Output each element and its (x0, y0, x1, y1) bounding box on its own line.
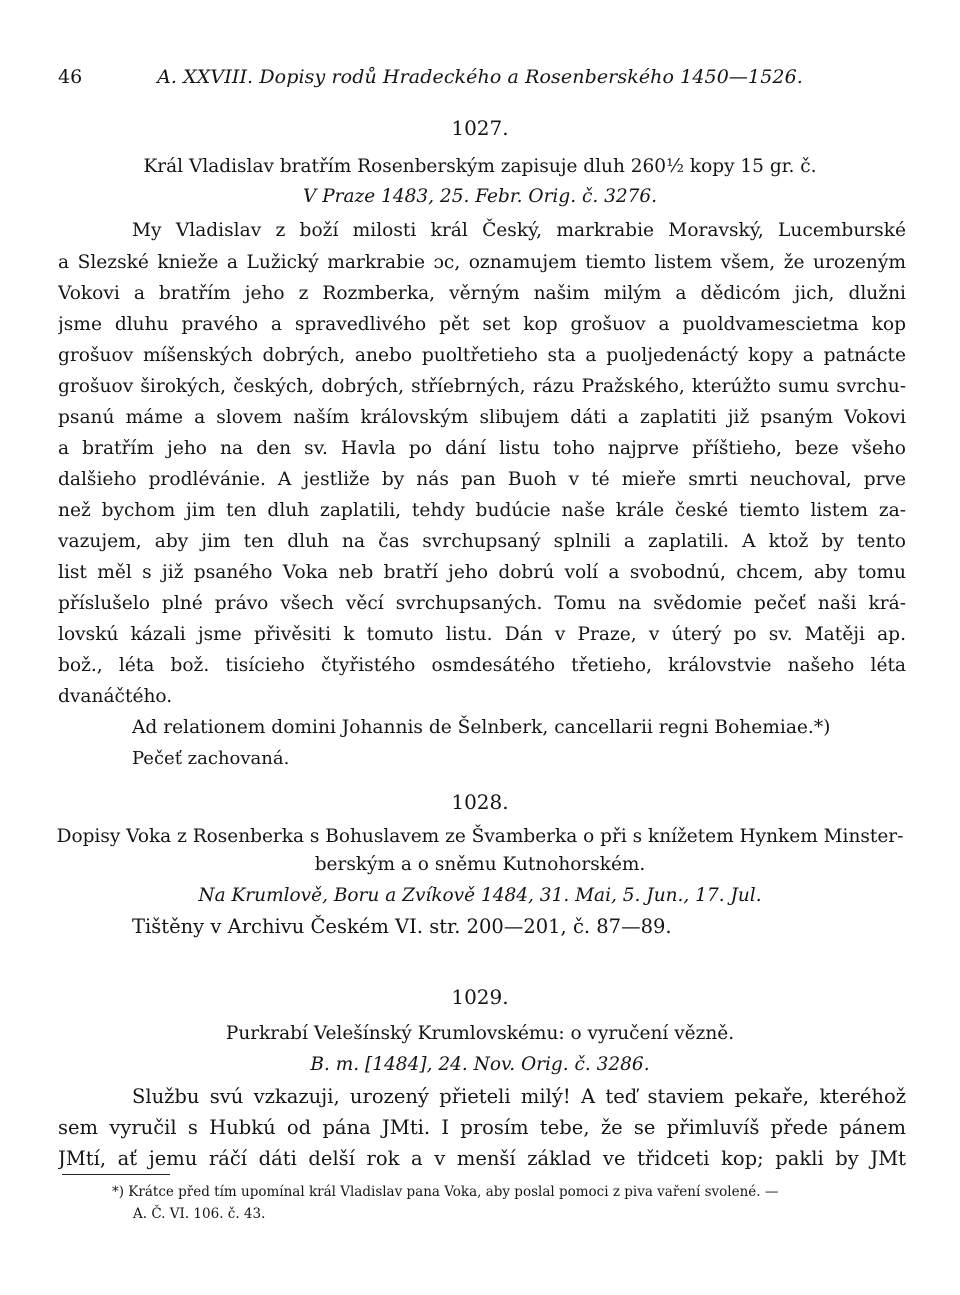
text-line: psanú máme a slovem naším královským slibujem dáti a zaplatiti již psaným Vokovi (58, 407, 906, 428)
doc-summary-1028-line1: Dopisy Voka z Rosenberka s Bohuslavem ze Švamberka o při s knížetem Hynkem Minster- (56, 826, 904, 847)
doc-number-1029: 1029. (451, 985, 509, 1009)
text-line: JMtí, ať jemu ráčí dáti delší rok a v menší základ ve třidceti kop; pakli by JMt (58, 1147, 906, 1170)
text-line: bož., léta bož. tisícieho čtyřistého osmdesátého třetieho, královstvie našeho léta (58, 655, 906, 676)
doc-number-1027: 1027. (451, 116, 509, 140)
text-line: sem vyručil s Hubkú od pána JMti. I prosím tebe, že se přimluvíš přede pánem (58, 1116, 906, 1139)
text-line: My Vladislav z boží milosti král Český, markrabie Moravský, Lucemburské (132, 220, 906, 241)
relation-note: Ad relationem domini Johannis de Šelnberk, cancellarii regni Bohemiae.*) (132, 717, 831, 738)
doc-source-1028: Na Krumlově, Boru a Zvíkově 1484, 31. Mai, 5. Jun., 17. Jul. (198, 885, 762, 906)
text-line: lovskú kázali jsme přivěsiti k tomuto listu. Dán v Praze, v úterý po sv. Matěji ap. (58, 624, 906, 645)
text-line: grošuov širokých, českých, dobrých, stříebrných, rázu Pražského, kterúžto sumu svrchu- (58, 376, 906, 397)
text-line: dalšieho prodlévánie. A jestliže by nás pan Buoh v té mieře smrti neuchoval, prve (58, 469, 906, 490)
text-line: Službu svú vzkazuji, urozený přieteli milý! A teď staviem pekaře, kteréhož (132, 1085, 906, 1108)
text-line: vazujem, aby jim ten dluh na čas svrchupsaný splnili a zaplatili. A ktož by tento (58, 531, 906, 552)
text-line: Vokovi a bratřím jeho z Rozmberka, věrným našim milým a dědicóm jich, dlužni (58, 283, 906, 304)
text-line: grošuov míšenských dobrých, anebo puoltřetieho sta a puoljedenáctý kopy a patnácte (58, 345, 906, 366)
text-line: dvanáčtého. (58, 686, 173, 707)
footnote-rule (62, 1174, 170, 1175)
doc-source-1029: B. m. [1484], 24. Nov. Orig. č. 3286. (310, 1054, 650, 1075)
seal-note: Pečeť zachovaná. (132, 748, 290, 769)
footnote-line1: *) Krátce před tím upomínal král Vladislav pana Voka, aby poslal pomoci z piva vaření svolené. — (112, 1184, 779, 1200)
footnote-line2: A. Č. VI. 106. č. 43. (133, 1206, 266, 1222)
doc-summary-1029: Purkrabí Velešínský Krumlovskému: o vyručení vězně. (225, 1023, 735, 1044)
page-number: 46 (58, 66, 83, 88)
doc-number-1028: 1028. (451, 790, 509, 814)
doc-source-1027: V Praze 1483, 25. Febr. Orig. č. 3276. (302, 186, 658, 207)
text-line: příslušelo plné právo všech věcí svrchupsaných. Tomu na svědomie pečeť naši krá- (58, 593, 906, 614)
doc-summary-1027: Král Vladislav bratřím Rosenberským zapisuje dluh 260½ kopy 15 gr. č. (143, 156, 817, 177)
text-line: list měl s již psaného Voka neb bratří jeho dobrú volí a svobodnú, chcem, aby tomu (58, 562, 906, 583)
text-line: než bychom jim ten dluh zaplatili, tehdy budúcie naše krále české tiemto listem za- (58, 500, 906, 521)
text-line: jsme dluhu pravého a spravedlivého pět set kop grošuov a puoldvamescietma kop (58, 314, 906, 335)
doc-summary-1028-line2: berským a o sněmu Kutnohorském. (314, 854, 646, 875)
text-line: a bratřím jeho na den sv. Havla po dání listu toho najprve příštieho, beze všeho (58, 438, 906, 459)
running-title: A. XXVIII. Dopisy rodů Hradeckého a Rosenberského 1450—1526. (157, 66, 803, 88)
running-head (58, 62, 902, 92)
text-line: a Slezské knieže a Lužický markrabie ɔc, oznamujem tiemto listem všem, že urozeným (58, 252, 906, 273)
printed-reference: Tištěny v Archivu Českém VI. str. 200—201, č. 87—89. (132, 915, 672, 938)
